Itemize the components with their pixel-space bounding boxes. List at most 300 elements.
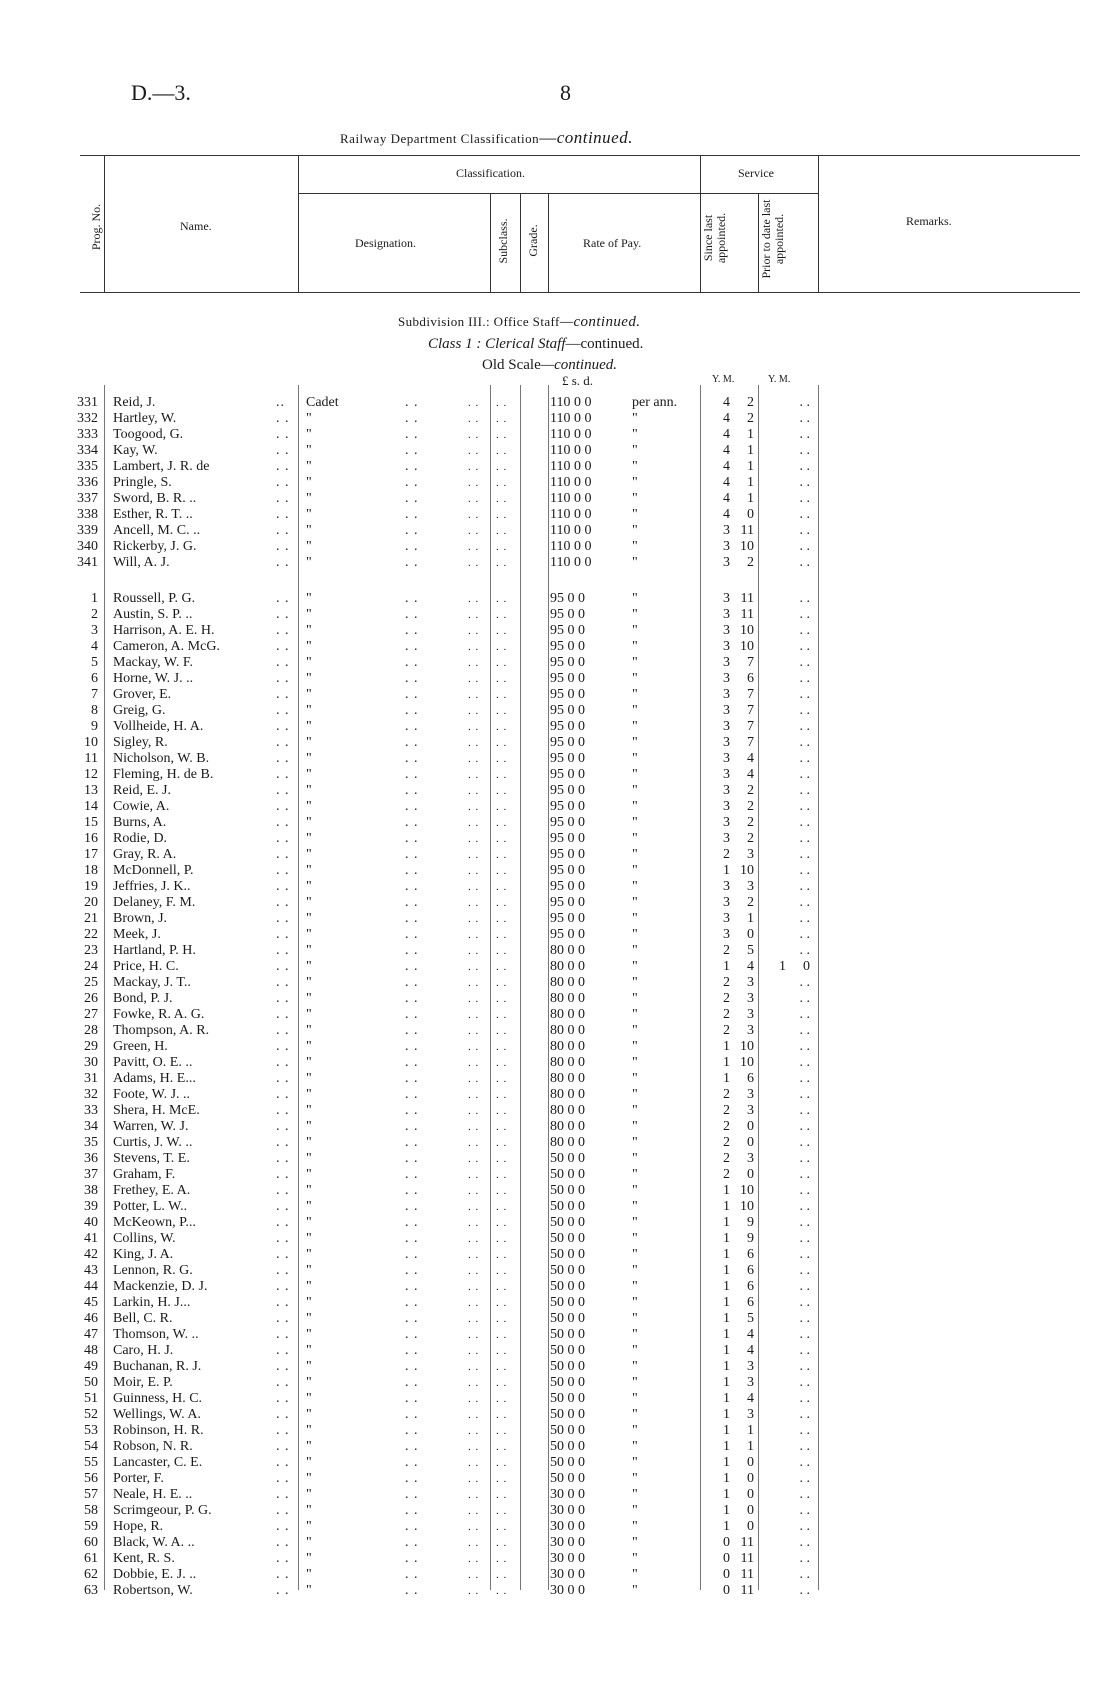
grade: . .: [496, 673, 508, 685]
designation: ": [306, 459, 312, 474]
leader-dots: . .: [276, 1231, 290, 1246]
prior-months: . .: [799, 783, 810, 798]
rate-of-pay: 95 0 0: [550, 655, 585, 670]
header-prior-to-date: Prior to date last appointed.: [759, 199, 786, 279]
table-row: [0, 943, 1114, 959]
staff-name: Price, H. C.: [113, 959, 179, 974]
prior-months: . .: [799, 1407, 810, 1422]
since-months: 1: [747, 475, 754, 490]
subclass: . .: [468, 509, 480, 521]
since-years: 2: [723, 1007, 730, 1022]
table-row: [0, 751, 1114, 767]
designation: ": [306, 443, 312, 458]
subclass: . .: [468, 1585, 480, 1597]
leader-dots: . .: [276, 1343, 290, 1358]
subclass: . .: [468, 477, 480, 489]
table-row: [0, 1199, 1114, 1215]
pay-period: ": [632, 1423, 638, 1438]
prior-months: . .: [799, 831, 810, 846]
rate-of-pay: 50 0 0: [550, 1391, 585, 1406]
pay-period: ": [632, 591, 638, 606]
table-row: [0, 1567, 1114, 1583]
leader-dots: . .: [405, 1487, 419, 1502]
since-years: 3: [723, 767, 730, 782]
subclass: . .: [468, 849, 480, 861]
prior-months: . .: [799, 1359, 810, 1374]
since-years: 1: [723, 1407, 730, 1422]
since-years: 4: [723, 395, 730, 410]
subclass: . .: [468, 1089, 480, 1101]
grade: . .: [496, 1281, 508, 1293]
rate-of-pay: 95 0 0: [550, 895, 585, 910]
leader-dots: . .: [276, 687, 290, 702]
subclass: . .: [468, 625, 480, 637]
prior-years: 1: [779, 959, 786, 974]
pay-period: ": [632, 459, 638, 474]
leader-dots: . .: [405, 623, 419, 638]
rate-of-pay: 50 0 0: [550, 1167, 585, 1182]
pay-period: ": [632, 1023, 638, 1038]
since-years: 3: [723, 703, 730, 718]
designation: ": [306, 607, 312, 622]
leader-dots: . .: [405, 799, 419, 814]
leader-dots: . .: [405, 523, 419, 538]
pay-period: ": [632, 1407, 638, 1422]
leader-dots: . .: [276, 1551, 290, 1566]
grade: . .: [496, 641, 508, 653]
rate-of-pay: 80 0 0: [550, 1103, 585, 1118]
subclass: . .: [468, 913, 480, 925]
designation: ": [306, 1407, 312, 1422]
table-row: [0, 735, 1114, 751]
staff-name: Burns, A.: [113, 815, 167, 830]
staff-name: Pringle, S.: [113, 475, 172, 490]
since-months: 0: [747, 1471, 754, 1486]
grade: . .: [496, 1473, 508, 1485]
designation: ": [306, 1167, 312, 1182]
subclass: . .: [468, 1409, 480, 1421]
grade: . .: [496, 593, 508, 605]
rate-of-pay: 80 0 0: [550, 1039, 585, 1054]
grade: . .: [496, 525, 508, 537]
subclass: . .: [468, 1505, 480, 1517]
pay-period: ": [632, 523, 638, 538]
designation: ": [306, 863, 312, 878]
pay-period: ": [632, 815, 638, 830]
since-months: 3: [747, 847, 754, 862]
prior-months: . .: [799, 1343, 810, 1358]
designation: ": [306, 411, 312, 426]
designation: ": [306, 1023, 312, 1038]
designation: ": [306, 671, 312, 686]
since-years: 3: [723, 927, 730, 942]
prog-no: 5: [91, 655, 98, 670]
header-divider: [104, 155, 105, 292]
prior-months: . .: [799, 1103, 810, 1118]
pay-period: ": [632, 703, 638, 718]
pay-period: ": [632, 1039, 638, 1054]
leader-dots: . .: [276, 975, 290, 990]
pay-period: ": [632, 735, 638, 750]
since-months: 9: [747, 1215, 754, 1230]
pay-period: ": [632, 1279, 638, 1294]
staff-name: Graham, F.: [113, 1167, 176, 1182]
staff-name: Gray, R. A.: [113, 847, 177, 862]
since-years: 3: [723, 555, 730, 570]
staff-name: Adams, H. E...: [113, 1071, 196, 1086]
rate-of-pay: 80 0 0: [550, 1087, 585, 1102]
staff-name: Buchanan, R. J.: [113, 1359, 202, 1374]
pay-period: ": [632, 879, 638, 894]
designation: ": [306, 767, 312, 782]
leader-dots: . .: [276, 1119, 290, 1134]
header-divider: [818, 155, 819, 292]
prog-no: 23: [84, 943, 98, 958]
staff-name: Sigley, R.: [113, 735, 168, 750]
rate-of-pay: 95 0 0: [550, 815, 585, 830]
header-service: Service: [738, 166, 774, 180]
grade: . .: [496, 865, 508, 877]
leader-dots: . .: [276, 1135, 290, 1150]
prog-no: 63: [84, 1583, 98, 1598]
subclass: . .: [468, 1569, 480, 1581]
staff-name: Brown, J.: [113, 911, 168, 926]
prog-no: 32: [84, 1087, 98, 1102]
since-years: 3: [723, 639, 730, 654]
pay-period: ": [632, 1567, 638, 1582]
subclass: . .: [468, 1425, 480, 1437]
designation: ": [306, 927, 312, 942]
class-heading: [428, 336, 643, 353]
prior-months: . .: [799, 1519, 810, 1534]
since-years: 3: [723, 879, 730, 894]
leader-dots: . .: [405, 895, 419, 910]
leader-dots: . .: [405, 1359, 419, 1374]
leader-dots: . .: [276, 1087, 290, 1102]
prog-no: 4: [91, 639, 98, 654]
prior-months: . .: [799, 1471, 810, 1486]
prog-no: 34: [84, 1119, 98, 1134]
prog-no: 26: [84, 991, 98, 1006]
prog-no: 15: [84, 815, 98, 830]
subclass: . .: [468, 833, 480, 845]
designation: ": [306, 1535, 312, 1550]
subclass: . .: [468, 881, 480, 893]
designation: ": [306, 427, 312, 442]
grade: . .: [496, 1361, 508, 1373]
staff-name: Bond, P. J.: [113, 991, 173, 1006]
subclass: . .: [468, 1169, 480, 1181]
grade: . .: [496, 1457, 508, 1469]
since-months: 0: [747, 1455, 754, 1470]
since-years: 0: [723, 1535, 730, 1550]
designation: ": [306, 507, 312, 522]
designation: ": [306, 895, 312, 910]
table-row: [0, 475, 1114, 491]
designation: ": [306, 783, 312, 798]
rate-of-pay: 50 0 0: [550, 1471, 585, 1486]
since-years: 1: [723, 1327, 730, 1342]
prior-months: . .: [799, 1439, 810, 1454]
staff-name: Stevens, T. E.: [113, 1151, 190, 1166]
designation: ": [306, 555, 312, 570]
table-row: [0, 799, 1114, 815]
prog-no: 41: [84, 1231, 98, 1246]
staff-name: Kay, W.: [113, 443, 158, 458]
subclass: . .: [468, 397, 480, 409]
rate-of-pay: 50 0 0: [550, 1455, 585, 1470]
pay-period: ": [632, 655, 638, 670]
class-label: Class 1 :: [428, 336, 482, 352]
table-row: [0, 1087, 1114, 1103]
staff-name: Curtis, J. W. ..: [113, 1135, 193, 1150]
prior-months: . .: [799, 1455, 810, 1470]
subclass: . .: [468, 657, 480, 669]
staff-name: Jeffries, J. K..: [113, 879, 191, 894]
prog-no: 8: [91, 703, 98, 718]
leader-dots: . .: [276, 1359, 290, 1374]
staff-name: Bell, C. R.: [113, 1311, 173, 1326]
designation: ": [306, 623, 312, 638]
leader-dots: . .: [405, 1263, 419, 1278]
leader-dots: . .: [276, 847, 290, 862]
grade: . .: [496, 833, 508, 845]
since-months: 2: [747, 815, 754, 830]
rate-of-pay: 50 0 0: [550, 1247, 585, 1262]
since-months: 2: [747, 783, 754, 798]
table-row: [0, 1103, 1114, 1119]
table-row: [0, 1391, 1114, 1407]
subclass: . .: [468, 961, 480, 973]
since-years: 2: [723, 847, 730, 862]
rate-of-pay: 50 0 0: [550, 1359, 585, 1374]
staff-name: King, J. A.: [113, 1247, 174, 1262]
pay-period: ": [632, 863, 638, 878]
rate-of-pay: 50 0 0: [550, 1423, 585, 1438]
since-years: 3: [723, 671, 730, 686]
prog-no: 2: [91, 607, 98, 622]
rate-of-pay: 50 0 0: [550, 1263, 585, 1278]
leader-dots: . .: [276, 767, 290, 782]
rate-of-pay: 95 0 0: [550, 783, 585, 798]
leader-dots: . .: [276, 639, 290, 654]
since-months: 6: [747, 1247, 754, 1262]
leader-dots: . .: [405, 607, 419, 622]
prog-no: 29: [84, 1039, 98, 1054]
prior-months: . .: [799, 719, 810, 734]
pay-period: ": [632, 831, 638, 846]
leader-dots: . .: [405, 719, 419, 734]
since-months: 10: [740, 1055, 754, 1070]
leader-dots: . .: [276, 895, 290, 910]
since-months: 3: [747, 1375, 754, 1390]
prior-months: . .: [799, 1231, 810, 1246]
since-years: 1: [723, 1295, 730, 1310]
table-row: [0, 395, 1114, 411]
rate-of-pay: 95 0 0: [550, 607, 585, 622]
table-row: [0, 895, 1114, 911]
pay-period: ": [632, 539, 638, 554]
pay-period: ": [632, 475, 638, 490]
prior-months: . .: [799, 671, 810, 686]
prior-months: . .: [799, 1135, 810, 1150]
leader-dots: . .: [405, 1471, 419, 1486]
subclass: . .: [468, 801, 480, 813]
subclass: . .: [468, 429, 480, 441]
since-years: 3: [723, 623, 730, 638]
table-row: [0, 523, 1114, 539]
grade: . .: [496, 1377, 508, 1389]
since-years: 3: [723, 607, 730, 622]
grade: . .: [496, 445, 508, 457]
designation: ": [306, 719, 312, 734]
subclass: . .: [468, 1281, 480, 1293]
rate-of-pay: 95 0 0: [550, 799, 585, 814]
designation: ": [306, 1391, 312, 1406]
grade: . .: [496, 897, 508, 909]
prog-no: 56: [84, 1471, 98, 1486]
prior-months: . .: [799, 751, 810, 766]
staff-name: Guinness, H. C.: [113, 1391, 203, 1406]
since-years: 4: [723, 427, 730, 442]
prior-months: . .: [799, 1551, 810, 1566]
leader-dots: . .: [405, 1167, 419, 1182]
pay-period: ": [632, 991, 638, 1006]
prog-no: 58: [84, 1503, 98, 1518]
pay-period: ": [632, 1359, 638, 1374]
table-row: [0, 879, 1114, 895]
since-years: 1: [723, 1263, 730, 1278]
prog-no: 20: [84, 895, 98, 910]
rate-of-pay: 110 0 0: [550, 427, 592, 442]
since-months: 10: [740, 1199, 754, 1214]
subclass: . .: [468, 897, 480, 909]
leader-dots: . .: [405, 1199, 419, 1214]
prog-no: 49: [84, 1359, 98, 1374]
since-months: 2: [747, 395, 754, 410]
subclass: . .: [468, 541, 480, 553]
since-years: 3: [723, 687, 730, 702]
rate-of-pay: 110 0 0: [550, 539, 592, 554]
class-continued: —continued.: [565, 336, 644, 352]
table-row: [0, 1007, 1114, 1023]
table-row: [0, 1487, 1114, 1503]
staff-name: Thompson, A. R.: [113, 1023, 210, 1038]
since-years: 1: [723, 959, 730, 974]
leader-dots: . .: [276, 1439, 290, 1454]
since-years: 2: [723, 1023, 730, 1038]
rate-of-pay: 110 0 0: [550, 491, 592, 506]
prog-no: 18: [84, 863, 98, 878]
pay-period: ": [632, 1343, 638, 1358]
designation: ": [306, 1359, 312, 1374]
subclass: . .: [468, 929, 480, 941]
currency-units: £ s. d.: [562, 373, 594, 388]
since-months: 6: [747, 1071, 754, 1086]
grade: . .: [496, 1137, 508, 1149]
pay-period: ": [632, 1071, 638, 1086]
prog-no: 333: [77, 427, 98, 442]
prior-months: . .: [799, 1023, 810, 1038]
rate-of-pay: 80 0 0: [550, 1055, 585, 1070]
pay-period: ": [632, 1551, 638, 1566]
since-years: 1: [723, 1247, 730, 1262]
leader-dots: . .: [276, 523, 290, 538]
staff-name: Rickerby, J. G.: [113, 539, 197, 554]
grade: . .: [496, 817, 508, 829]
designation: ": [306, 539, 312, 554]
grade: . .: [496, 753, 508, 765]
since-months: 5: [747, 1311, 754, 1326]
leader-dots: . .: [405, 1023, 419, 1038]
staff-name: McDonnell, P.: [113, 863, 194, 878]
subclass: . .: [468, 785, 480, 797]
page-number: 8: [560, 80, 571, 105]
staff-name: Esther, R. T. ..: [113, 507, 193, 522]
since-years: 4: [723, 443, 730, 458]
designation: ": [306, 655, 312, 670]
rate-of-pay: 95 0 0: [550, 911, 585, 926]
table-row: [0, 863, 1114, 879]
prog-no: 341: [77, 555, 98, 570]
leader-dots: . .: [405, 1007, 419, 1022]
rate-of-pay: 95 0 0: [550, 927, 585, 942]
since-months: 3: [747, 1359, 754, 1374]
leader-dots: . .: [405, 783, 419, 798]
since-months: 7: [747, 687, 754, 702]
rate-of-pay: 80 0 0: [550, 1071, 585, 1086]
staff-name: Frethey, E. A.: [113, 1183, 191, 1198]
staff-name: Pavitt, O. E. ..: [113, 1055, 193, 1070]
since-months: 11: [740, 1535, 754, 1550]
since-years: 3: [723, 719, 730, 734]
since-years: 3: [723, 895, 730, 910]
since-months: 11: [740, 591, 754, 606]
since-months: 5: [747, 943, 754, 958]
prog-no: 36: [84, 1151, 98, 1166]
pay-period: ": [632, 895, 638, 910]
since-months: 0: [747, 1135, 754, 1150]
designation: ": [306, 1263, 312, 1278]
pay-period: ": [632, 555, 638, 570]
subclass: . .: [468, 1489, 480, 1501]
table-row: [0, 1023, 1114, 1039]
designation: ": [306, 1567, 312, 1582]
subclass: . .: [468, 445, 480, 457]
rate-of-pay: 80 0 0: [550, 1023, 585, 1038]
since-months: 11: [740, 607, 754, 622]
since-months: 3: [747, 1087, 754, 1102]
prog-no: 59: [84, 1519, 98, 1534]
designation: ": [306, 847, 312, 862]
title-main: Railway Department Classification: [340, 131, 540, 146]
leader-dots: . .: [405, 1071, 419, 1086]
header-rate-of-pay: Rate of Pay.: [583, 236, 642, 250]
subclass: . .: [468, 1217, 480, 1229]
rate-of-pay: 30 0 0: [550, 1503, 585, 1518]
staff-name: Lancaster, C. E.: [113, 1455, 203, 1470]
table-row: [0, 975, 1114, 991]
staff-name: Cowie, A.: [113, 799, 170, 814]
header-top-rule: [80, 155, 1080, 156]
designation: ": [306, 1103, 312, 1118]
since-months: 7: [747, 719, 754, 734]
prog-no: 337: [77, 491, 98, 506]
subclass: . .: [468, 461, 480, 473]
leader-dots: . .: [405, 1423, 419, 1438]
leader-dots: . .: [276, 671, 290, 686]
rate-of-pay: 95 0 0: [550, 639, 585, 654]
